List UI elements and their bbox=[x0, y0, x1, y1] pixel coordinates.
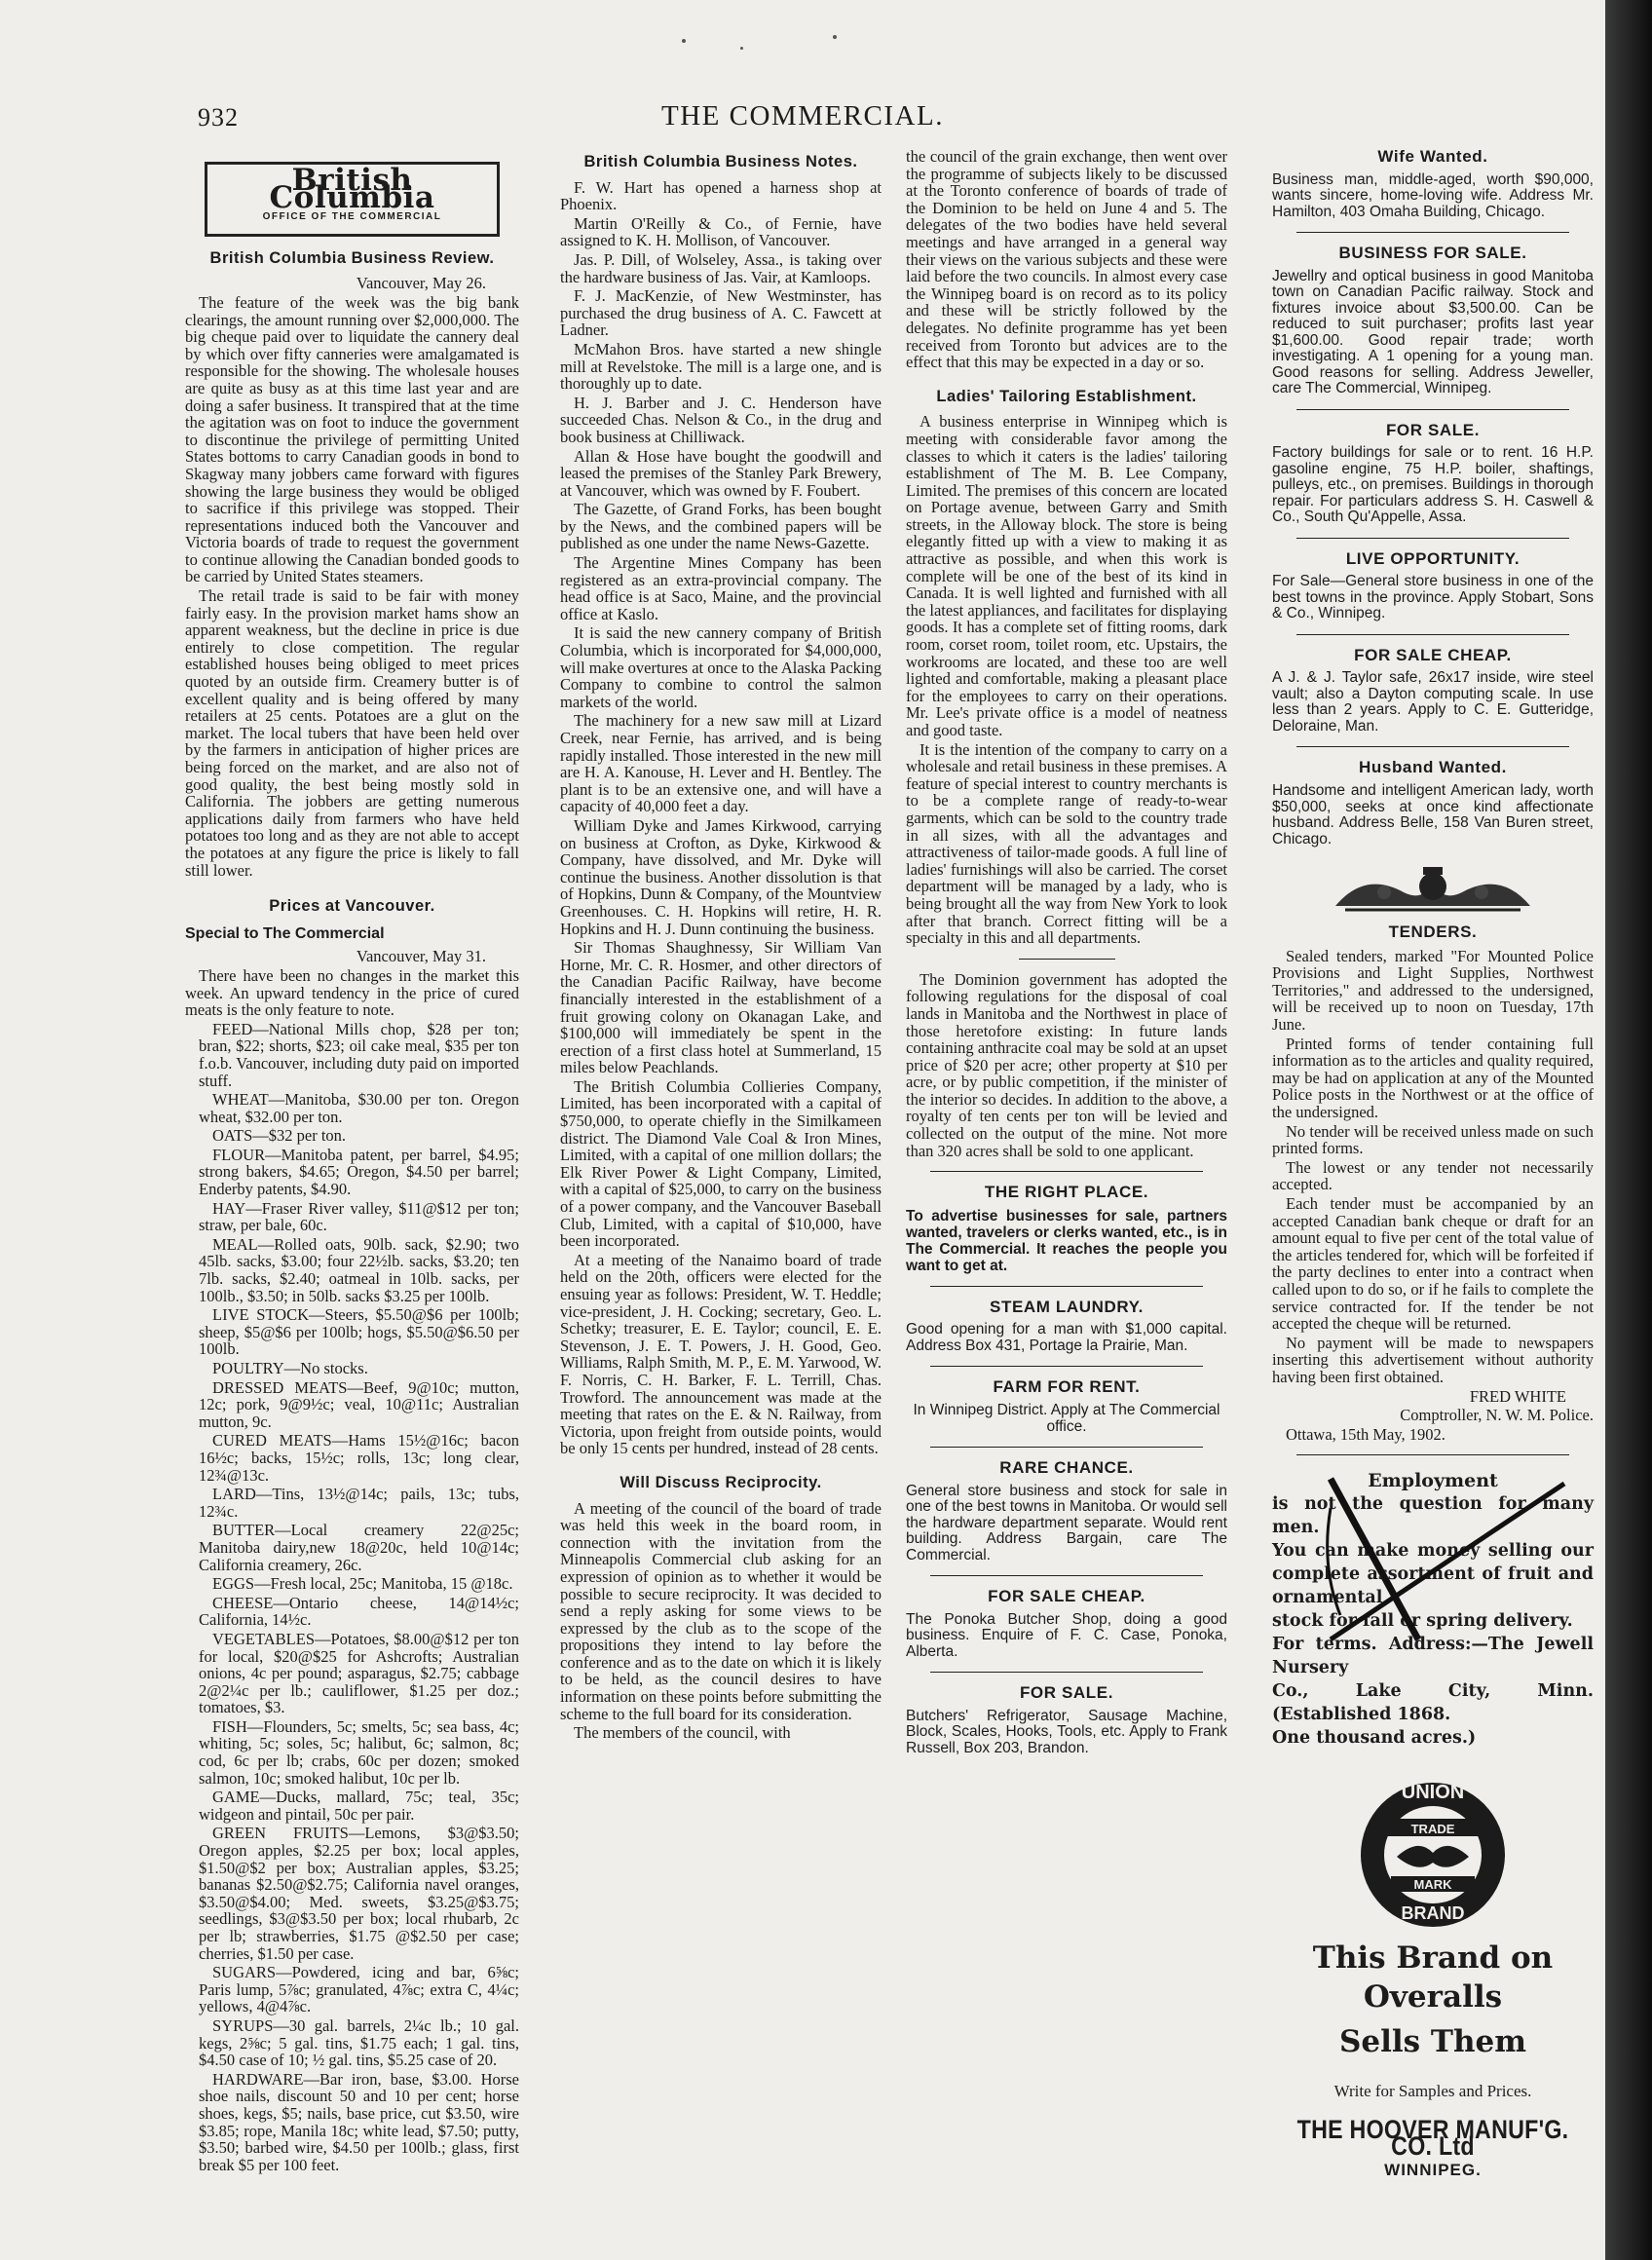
market-item: DRESSED MEATS—Beef, 9@10c; mutton, 12c; pork, 9@9½c; veal, 10@11c; Australian mutton, 9c. bbox=[199, 1377, 519, 1431]
ponoka-text: The Ponoka Butcher Shop, doing a good business. Enquire of F. C. Case, Ponoka, Alberta. bbox=[906, 1610, 1227, 1660]
reciprocity-paragraph: A meeting of the council of the board of trade was held this week in the board room, in connection with the invitation from the Minneapolis Commercial club asking for an expression of opinion as to whether it would be possible to secure reciprocity. It was decided to send a reply asking for some views to be expressed by the club as to the scope of the propositions they intend to lay before the conference and as to the date on which it is likely to be held, as the council desires to have information on these points before submitting the scheme to the full board for its consideration. bbox=[560, 1498, 882, 1723]
hoover-city: WINNIPEG. bbox=[1384, 2161, 1482, 2180]
market-item: CHEESE—Ontario cheese, 14@14½c; California, 14½c. bbox=[199, 1593, 519, 1630]
divider bbox=[930, 1171, 1204, 1172]
for-sale-cheap-heading: FOR SALE CHEAP. bbox=[1354, 645, 1512, 664]
tenders-heading: TENDERS. bbox=[1388, 923, 1478, 942]
butchers-heading: FOR SALE. bbox=[1019, 1683, 1114, 1703]
brand-top-label: UNION bbox=[1401, 1782, 1465, 1804]
farm-for-rent-heading: FARM FOR RENT. bbox=[993, 1377, 1141, 1397]
market-list bbox=[185, 1021, 519, 2174]
ink-speck bbox=[833, 35, 837, 39]
divider bbox=[930, 1366, 1204, 1367]
royal-arms-ornament-icon bbox=[1326, 863, 1540, 918]
employment-line: For terms. Address:—The Jewell Nursery bbox=[1272, 1635, 1594, 1678]
business-notes-heading: British Columbia Business Notes. bbox=[583, 153, 858, 170]
tenders-signer-title: Comptroller, N. W. M. Police. bbox=[1400, 1406, 1594, 1425]
overalls-slogan-line-2: Sells Them bbox=[1338, 2024, 1527, 2060]
tenders-paragraph: No payment will be made to newspapers inserting this advertisement without authority having been first obtained. bbox=[1272, 1333, 1594, 1386]
market-item: SUGARS—Powdered, icing and bar, 6⅝c; Paris lump, 5⅞c; granulated, 4⅞c; extra C, 4¼c; yellows, 4@4⅞c. bbox=[199, 1963, 519, 2016]
rare-chance-text: General store business and stock for sale in one of the best towns in Manitoba. Or would sell the hardware department separate. Would rent building. Address Bargain, care The Commercial. bbox=[906, 1482, 1227, 1563]
column-4 bbox=[1272, 148, 1594, 2179]
prices-dateline: Vancouver, May 31. bbox=[356, 947, 486, 966]
union-brand-trademark-icon bbox=[1272, 1767, 1594, 1933]
note-paragraph: It is said the new cannery company of British Columbia, which is incorporated for $4,000,000, will make overtures at once to the Alaska Packing Company to combine to control the salmon markets of the world. bbox=[560, 623, 882, 711]
reciprocity-heading: Will Discuss Reciprocity. bbox=[620, 1473, 822, 1491]
note-paragraph: Martin O'Reilly & Co., of Fernie, have assigned to K. H. Mollison, of Vancouver. bbox=[560, 213, 882, 250]
divider bbox=[1296, 746, 1570, 747]
butchers-text: Butchers' Refrigerator, Sausage Machine, Block, Scales, Hooks, Tools, etc. Apply to Frank Russell, Box 203, Brandon. bbox=[906, 1707, 1227, 1756]
for-sale-text: Factory buildings for sale or to rent. 16 H.P. gasoline engine, 75 H.P. boiler, shaftings, pulleys, etc., on premises. Buildings in thorough repair. For particulars address S. H. Caswell & Co., South Qu'Appelle, Assa. bbox=[1272, 444, 1594, 526]
tenders-paragraph: Sealed tenders, marked "For Mounted Police Provisions and Light Supplies, Northwest Territories," and addressed to the undersigned, will be received up to noon on Tuesday, 17th June. bbox=[1272, 946, 1594, 1035]
tenders-paragraph: Printed forms of tender containing full information as to the articles and quality required, may be had on application at any of the Mounted Police posts in the Northwest or at the office of the undersigned. bbox=[1272, 1034, 1594, 1121]
wife-wanted-text: Business man, middle-aged, worth $90,000, wants sincere, home-loving wife. Address Mr. Hamilton, 403 Omaha Building, Chicago. bbox=[1272, 170, 1594, 220]
market-item: EGGS—Fresh local, 25c; Manitoba, 15 @18c. bbox=[212, 1574, 513, 1594]
column-3 bbox=[906, 148, 1227, 1756]
divider bbox=[930, 1447, 1204, 1448]
ponoka-heading: FOR SALE CHEAP. bbox=[988, 1587, 1145, 1606]
page-number: 932 bbox=[198, 103, 239, 132]
hoover-company-name: THE HOOVER MANUF'G. CO. Ltd bbox=[1296, 2114, 1569, 2162]
market-item: FLOUR—Manitoba patent, per barrel, $4.95; strong bakers, $4.65; Oregon, $4.50 per barrel; Enderby patents, $4.90. bbox=[199, 1145, 519, 1199]
divider bbox=[930, 1286, 1204, 1287]
market-item: LARD—Tins, 13½@14c; pails, 13c; tubs, 12¾c. bbox=[199, 1485, 519, 1521]
employment-line: stock for fall or spring delivery. bbox=[1272, 1611, 1573, 1632]
market-item: HAY—Fraser River valley, $11@$12 per ton; straw, per bale, 60c. bbox=[199, 1198, 519, 1235]
right-place-heading: THE RIGHT PLACE. bbox=[984, 1183, 1149, 1202]
tenders-paragraph: No tender will be received unless made on such printed forms. bbox=[1272, 1121, 1594, 1158]
market-item: MEAL—Rolled oats, 90lb. sack, $2.90; two 45lb. sacks, $3.00; four 22½lb. sacks, $3.20; ten 7lb. sacks, $2.40; oatmeal in 10lb. sacks, per 100lb., $3.50; in 50lb. sacks $3.25 per 100lb. bbox=[199, 1234, 519, 1305]
note-paragraph: The Argentine Mines Company has been registered as an extra-provincial company. The head office is at Saco, Maine, and the provincial office at Kaslo. bbox=[560, 553, 882, 623]
prices-special-line: Special to The Commercial bbox=[185, 924, 385, 942]
live-opportunity-text: For Sale—General store business in one of the best towns in the province. Apply Stobart, Sons & Co., Winnipeg. bbox=[1272, 573, 1594, 622]
note-paragraph: Allan & Hose have bought the goodwill and leased the premises of the Stanley Park Brewery, at Vancouver, which was owned by F. Foubert. bbox=[560, 446, 882, 500]
write-for-samples: Write for Samples and Prices. bbox=[1333, 2082, 1532, 2101]
book-spine-edge bbox=[1605, 0, 1652, 2260]
brand-trade-label: TRADE bbox=[1410, 1822, 1455, 1837]
brand-bottom-label: BRAND bbox=[1401, 1903, 1465, 1924]
masthead: THE COMMERCIAL. bbox=[661, 100, 944, 132]
market-item: CURED MEATS—Hams 15½@16c; bacon 16½c; backs, 15½c; rolls, 13c; long clear, 12¾@13c. bbox=[199, 1431, 519, 1485]
market-item: VEGETABLES—Potatoes, $8.00@$12 per ton for local, $20@$25 for Ashcrofts; Australian onions, 4c per pound; asparagus, $2.75; cabbage 2@2¼c per lb.; cauliflower, $1.25 per doz.; tomatoes, $3. bbox=[199, 1629, 519, 1717]
for-sale-cheap-text: A J. & J. Taylor safe, 26x17 inside, wire steel vault; also a Dayton computing scale. In use less than 2 years. Apply to C. E. Gutteridge, Deloraine, Man. bbox=[1272, 669, 1594, 734]
market-item: BUTTER—Local creamery 22@25c; Manitoba dairy,new 18@20c, held 10@14c; California creamery, 26c. bbox=[199, 1521, 519, 1574]
crossed-out-mark-icon bbox=[1272, 1469, 1594, 1654]
divider bbox=[930, 1672, 1204, 1673]
brand-mark-label: MARK bbox=[1413, 1877, 1452, 1893]
coal-lands-paragraph: The Dominion government has adopted the following regulations for the disposal of coal lands in Manitoba and the Northwest in place of those heretofore existing: In future lands containing anthracite coal may be sold at an upset price of $20 per acre; other property at $10 per acre, or by public competition, if the minister of the interior so decides. In addition to the above, a royalty of ten cents per ton will be levied and collected on the output of the mine. Not more than 320 acres shall be sold to one applicant. bbox=[906, 969, 1227, 1160]
ink-speck bbox=[682, 39, 686, 43]
divider bbox=[1296, 538, 1570, 539]
note-paragraph: William Dyke and James Kirkwood, carrying on business at Crofton, as Dyke, Kirkwood & Company, have dissolved, and Mr. Dyke will continue the business. Another dissolution is that of Hopkins, Dunn & Company, of the Mountview Greenhouses. C. H. Hopkins will retire, H. R. Hopkins and H. J. Dunn continuing the business. bbox=[560, 815, 882, 938]
divider bbox=[1019, 959, 1115, 960]
reciprocity-paragraph: The members of the council, with bbox=[574, 1723, 791, 1743]
market-item: WHEAT—Manitoba, $30.00 per ton. Oregon wheat, $32.00 per ton. bbox=[199, 1090, 519, 1126]
ladies-paragraph: A business enterprise in Winnipeg which is meeting with considerable favor among the classes to which it caters is the ladies' tailoring establishment of The M. B. Lee Company, Limited. The premises of this concern are located on Portage avenue, between Garry and Smith streets, in the Alloway block. The store is being elegantly fitted up with a view to making it as attractive as possible, and when this work is complete will be one of the best of its kind in Canada. It is well lighted and furnished with all the latest appliances, and facilitates for displaying goods. It has a complete set of fitting rooms, dark room, corset room, toilet room, etc. Upstairs, the workrooms are located, and these too are well lighted and comfortable, making a pleasant place for the employees to carry on their operations. Mr. Lee's private office is a model of neatness and good taste. bbox=[906, 412, 1227, 739]
husband-wanted-heading: Husband Wanted. bbox=[1359, 758, 1507, 777]
note-paragraph: McMahon Bros. have started a new shingle mill at Revelstoke. The mill is a large one, and is thoroughly up to date. bbox=[560, 339, 882, 394]
banner-subtitle: OFFICE OF THE COMMERCIAL bbox=[262, 211, 442, 223]
market-item: FISH—Flounders, 5c; smelts, 5c; sea bass, 4c; whiting, 5c; soles, 5c; halibut, 6c; salmon, 8c; cod, 6c per lb; crabs, 60c per dozen; smoked salmon, 10c; smoked halibut, 10c per lb. bbox=[199, 1716, 519, 1788]
market-item: POULTRY—No stocks. bbox=[212, 1359, 368, 1377]
prices-intro: There have been no changes in the market this week. An upward tendency in the price of cured meats is the only feature to note. bbox=[185, 965, 519, 1020]
british-columbia-banner bbox=[205, 162, 500, 237]
right-place-text: To advertise businesses for sale, partners wanted, travelers or clerks wanted, etc., is in The Commercial. It reaches the people you want to get at. bbox=[906, 1207, 1227, 1274]
employment-title: Employment bbox=[1368, 1470, 1498, 1492]
market-item: OATS—$32 per ton. bbox=[212, 1126, 347, 1146]
ink-speck bbox=[740, 47, 743, 50]
note-paragraph: Sir Thomas Shaughnessy, Sir William Van Horne, Mr. C. R. Hosmer, and other directors of the Canadian Pacific Railway, have become financially interested in the establishment of a fruit growing colony on Okanagan Lake, and $100,000 will immediately be spent in the erection of a first class hotel at Summerland, 15 miles below Peachlands. bbox=[560, 938, 882, 1077]
tenders-place-date: Ottawa, 15th May, 1902. bbox=[1286, 1424, 1446, 1444]
steam-laundry-heading: STEAM LAUNDRY. bbox=[990, 1297, 1144, 1316]
market-item: SYRUPS—30 gal. barrels, 2¼c lb.; 10 gal. kegs, 2⅝c; 5 gal. tins, $1.75 each; 1 gal. tins, $4.50 case of 10; ½ gal. tins, $5.25 case of 20. bbox=[199, 2015, 519, 2070]
ladies-paragraph: It is the intention of the company to carry on a wholesale and retail business in these premises. A feature of special interest to country merchants is to be a complete range of ready-to-wear garments, which can be sold to the country trade in all sizes, with all the advantages and attractiveness of tailor-made goods. A full line of ladies' furnishings will also be carried. The corset department will be managed by a lady, who is being brought all the way from New York to look after that branch. Correct fitting will be a specialty in this and all departments. bbox=[906, 739, 1227, 948]
note-paragraph: Jas. P. Dill, of Wolseley, Assa., is taking over the hardware business of Jas. Vair, at Kamloops. bbox=[560, 249, 882, 286]
divider bbox=[1296, 634, 1570, 635]
column-2 bbox=[560, 148, 882, 1744]
market-item: FEED—National Mills chop, $28 per ton; bran, $22; shorts, $23; oil cake meal, $35 per ton f.o.b. Vancouver, including duty paid on imported stuff. bbox=[199, 1019, 519, 1090]
employment-advert bbox=[1272, 1469, 1594, 1750]
market-item: HARDWARE—Bar iron, base, $3.00. Horse shoe nails, discount 50 and 10 per cent; horse shoes, kegs, $5; nails, base price, cut $3.50, wire $3.85; rope, Manila 18c; white lead, $7.50; putty, $3.50; barbed wire, $4.50 per 100lb.; glass, first break $5 per 100 feet. bbox=[199, 2069, 519, 2174]
market-item: GREEN FRUITS—Lemons, $3@$3.50; Oregon apples, $2.25 per box; local apples, $1.50@$2 per box; Australian apples, $3.25; bananas $2.50@$2.75; California navel oranges, $3.50@$4.00; Med. sweets, $3.25@$3.75; seedlings, $3@$3.50 per box; local rhubarb, 2c per lb; strawberries, $1.75 @$2.50 per case; cherries, $1.50 per case. bbox=[199, 1824, 519, 1963]
note-paragraph: At a meeting of the Nanaimo board of trade held on the 20th, officers were elected for the ensuing year as follows: President, W. T. Heddle; vice-president, J. H. Cocking; secretary, Geo. L. Schetky; treasurer, E. E. Taylor; council, E. E. Stevenson, J. E. T. Powers, J. H. Good, Geo. Williams, Ralph Smith, M. P., E. M. Yarwood, W. F. Norris, C. H. Barker, F. L. Terrill, Chas. Trowford. The announcement was made at the meeting that rates on the E. & N. Railway, from Victoria, upon freight from outside points, would be only 15 cents per hundred, instead of 28 cents. bbox=[560, 1250, 882, 1458]
note-paragraph: F. J. MacKenzie, of New Westminster, has purchased the drug business of A. C. Fawcett at Ladner. bbox=[560, 286, 882, 340]
ladies-tailoring-heading: Ladies' Tailoring Establishment. bbox=[936, 387, 1197, 405]
tenders-paragraph: The lowest or any tender not necessarily accepted. bbox=[1272, 1157, 1594, 1194]
note-paragraph: H. J. Barber and J. C. Henderson have succeeded Chas. Nelson & Co., in the drug and book business at Chilliwack. bbox=[560, 393, 882, 446]
note-paragraph: The machinery for a new saw mill at Lizard Creek, near Fernie, has arrived, and is being rapidly installed. Those interested in the new mill are H. A. Kanouse, H. Lever and H. Bentley. The plant is to be an extensive one, and will have a capacity of 40,000 feet a day. bbox=[560, 711, 882, 816]
divider bbox=[1296, 409, 1570, 410]
divider bbox=[1296, 1454, 1570, 1455]
review-paragraph: The feature of the week was the big bank clearings, the amount running over $2,000,000. The big cheque paid over to liquidate the cannery deal by which over fifty canneries were amalgamated is responsible for the showing. The wholesale houses are quite as busy as at this time last year and are doing a safer business. It transpired that at the time the agitation was on foot to induce the government to discontinue the privilege of permitting United States bottoms to carry Canadian goods in bond to Skagway many jobbers came forward with figures showing the large business they would be obliged to sacrifice if this privilege was stopped. Their representations induced both the Vancouver and Victoria boards of trade to request the government to continue allowing the Canadian bonded goods to be carried by United States steamers. bbox=[185, 292, 519, 586]
for-sale-heading: FOR SALE. bbox=[1385, 420, 1481, 439]
market-item: LIVE STOCK—Steers, $5.50@$6 per 100lb; sheep, $5@$6 per 100lb; hogs, $5.50@$6.50 per 100lb. bbox=[199, 1305, 519, 1359]
review-dateline: Vancouver, May 26. bbox=[356, 274, 486, 293]
note-paragraph: The Gazette, of Grand Forks, has been bought by the News, and the combined papers will be published as one under the name News-Gazette. bbox=[560, 500, 882, 553]
tenders-paragraph: Each tender must be accompanied by an accepted Canadian bank cheque or draft for an amount equal to five per cent of the total value of the articles tendered for, which will be forfeited if the party declines to enter into a contract when called upon to do so, or if he fails to complete the service contracted for. If the tender be not accepted the cheque will be returned. bbox=[1272, 1193, 1594, 1334]
note-paragraph: The British Columbia Collieries Company, Limited, has been incorporated with a capital of $750,000, to operate chiefly in the Similkameen district. The Diamond Vale Coal & Iron Mines, Limited, with a capital of one million dollars; the Elk River Power & Light Company, Limited, with a capital of $25,000, to carry on the business of a power company, and the Vancouver Baseball Club, Limited, with a capital of $10,000, have been incorporated. bbox=[560, 1076, 882, 1251]
rare-chance-heading: RARE CHANCE. bbox=[999, 1458, 1134, 1478]
column-1 bbox=[185, 148, 519, 2175]
note-paragraph: F. W. Hart has opened a harness shop at Phoenix. bbox=[560, 177, 882, 214]
farm-for-rent-text: In Winnipeg District. Apply at The Commercial office. bbox=[913, 1402, 1220, 1435]
steam-laundry-text: Good opening for a man with $1,000 capital. Address Box 431, Portage la Prairie, Man. bbox=[906, 1321, 1227, 1354]
divider bbox=[1296, 232, 1570, 233]
employment-line: Co., Lake City, Minn. (Established 1868. bbox=[1272, 1681, 1594, 1725]
wife-wanted-heading: Wife Wanted. bbox=[1377, 147, 1488, 166]
live-opportunity-heading: LIVE OPPORTUNITY. bbox=[1345, 548, 1521, 568]
employment-line: One thousand acres.) bbox=[1272, 1728, 1477, 1749]
employment-line: is not the question for many men. bbox=[1272, 1494, 1594, 1538]
banner-title: British Columbia bbox=[269, 163, 435, 215]
business-for-sale-text: Jewellry and optical business in good Manitoba town on Canadian Pacific railway. Stock and fixtures invoice about $3,500.00. Can be reduced to suit purchaser; profits last year $1,600.00. Good repair trade; worth investigating. A 1 opening for a young man. Good reasons for selling. Address Jeweller, care The Commercial, Winnipeg. bbox=[1272, 267, 1594, 397]
business-for-sale-heading: BUSINESS FOR SALE. bbox=[1338, 244, 1527, 263]
husband-wanted-text: Handsome and intelligent American lady, worth $50,000, seeks at once kind affectionate husband. Address Belle, 158 Van Buren street, Chicago. bbox=[1272, 782, 1594, 848]
market-item: GAME—Ducks, mallard, 75c; teal, 35c; widgeon and pintail, 50c per pair. bbox=[199, 1788, 519, 1824]
employment-line: You can make money selling our complete assortment of fruit and ornamental bbox=[1272, 1541, 1594, 1608]
review-paragraph: The retail trade is said to be fair with money fairly easy. In the provision market hams show an apparent weakness, but the decline in price is due entirely to close competition. The regular established houses being obliged to meet prices quoted by an outside firm. Creamery butter is of excellent quality and is being offered by many retailers at 25 cents. Potatoes are a glut on the market. The local tubers that have been held over by the farmers in anticipation of higher prices are being forced on the market, and are also not of good quality, the best being mostly sold in California. The jobbers are getting numerous applications daily from farmers who have held potatoes too long and as they are not able to accept the potatoes at any figure the price is likely to fall still lower. bbox=[185, 586, 519, 880]
prices-heading: Prices at Vancouver. bbox=[269, 897, 435, 916]
tenders-signer: FRED WHITE bbox=[1469, 1386, 1566, 1406]
divider bbox=[930, 1575, 1204, 1576]
reciprocity-continued: the council of the grain exchange, then went over the programme of subjects likely to be discussed at the Toronto conference of boards of trade of the Dominion to be held on June 4 and 5. The delegates of the two bodies have held several meetings and have arranged in a general way their views on the various subjects and these were laid before the two councils. In almost every case the Winnipeg board is on record as to its policy and these will be strictly followed by the delegates. No definite programme has yet been received from Toronto but advices are to the effect that this may be expected in a day or so. bbox=[906, 147, 1227, 372]
overalls-slogan-line-1: This Brand on Overalls bbox=[1312, 1940, 1554, 2015]
review-heading: British Columbia Business Review. bbox=[209, 248, 495, 267]
